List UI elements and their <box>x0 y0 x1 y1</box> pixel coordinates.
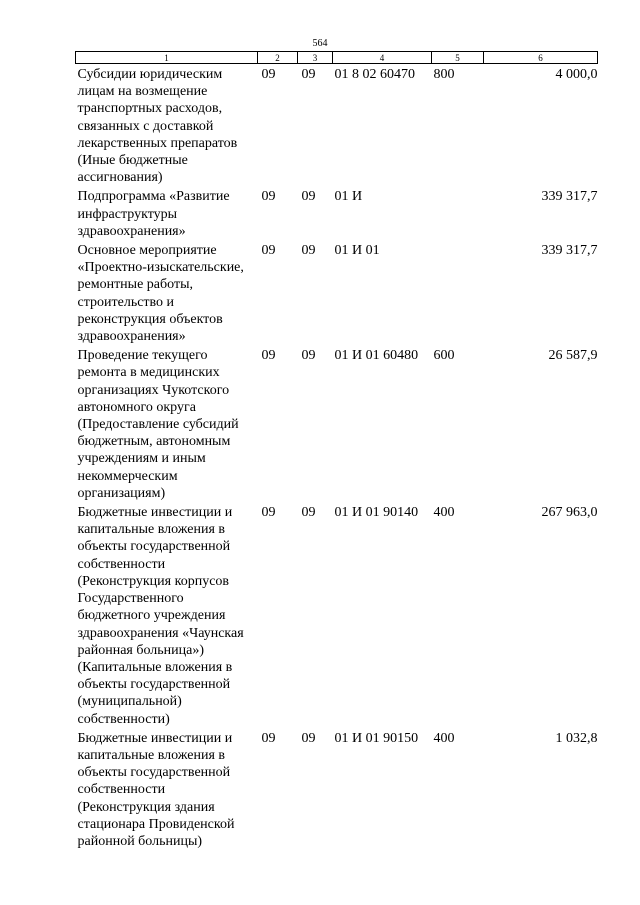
row-subsection: 09 <box>301 505 316 521</box>
row-amount: 1 032,8 <box>555 730 598 746</box>
row-expense-type: 400 <box>433 730 455 746</box>
row-name: Субсидии юридическим лицам на возмещение транспортных расходов, связанных с доставкой лекарственных препаратов (Иные бюджетные ассигнования) <box>77 67 238 186</box>
row-target-code: 01 И 01 60480 <box>334 348 419 364</box>
column-header-5: 5 <box>432 52 484 64</box>
column-header-1: 1 <box>76 52 258 64</box>
row-name: Основное мероприятие «Проектно-изыскательские, ремонтные работы, строительство и реконструкция объектов здравоохранения» <box>77 243 244 345</box>
column-header-4: 4 <box>333 52 432 64</box>
budget-table <box>75 51 598 852</box>
row-subsection: 09 <box>301 243 316 259</box>
row-section: 09 <box>261 67 276 82</box>
table-row <box>76 242 598 347</box>
row-amount: 339 317,7 <box>541 243 598 259</box>
row-section: 09 <box>261 243 276 259</box>
row-subsection: 09 <box>301 189 316 205</box>
row-section: 09 <box>261 348 276 364</box>
row-section: 09 <box>261 505 276 521</box>
row-subsection: 09 <box>301 348 316 364</box>
row-expense-type <box>432 242 484 347</box>
row-amount: 4 000,0 <box>555 67 598 82</box>
row-target-code: 01 8 02 60470 <box>334 67 415 82</box>
row-amount: 267 963,0 <box>541 505 598 521</box>
table-row <box>76 504 598 730</box>
row-target-code: 01 И 01 90140 <box>334 505 419 521</box>
row-target-code: 01 И <box>334 189 363 205</box>
row-target-code: 01 И 01 <box>334 243 380 259</box>
row-expense-type: 400 <box>433 505 455 521</box>
row-subsection: 09 <box>301 730 316 746</box>
row-section: 09 <box>261 189 276 205</box>
row-name: Бюджетные инвестиции и капитальные вложения в объекты государственной собственности (Реконструкция корпусов Государственного бюджетного учреждения здравоохранения «Чаунская районная больница») (Капитальные вложения в объекты государственной (муниципальной) собственности) <box>77 505 244 727</box>
row-expense-type <box>432 188 484 242</box>
row-amount: 339 317,7 <box>541 189 598 205</box>
row-name: Подпрограмма «Развитие инфраструктуры здравоохранения» <box>77 189 230 239</box>
column-header-6: 6 <box>484 52 598 64</box>
table-row <box>76 64 598 189</box>
column-number-header <box>76 52 598 64</box>
table-row <box>76 347 598 504</box>
row-expense-type: 800 <box>433 67 455 82</box>
row-amount: 26 587,9 <box>548 348 598 364</box>
row-subsection: 09 <box>301 67 316 82</box>
table-row <box>76 730 598 852</box>
column-header-3: 3 <box>298 52 333 64</box>
row-target-code: 01 И 01 90150 <box>334 730 419 746</box>
row-name: Бюджетные инвестиции и капитальные вложения в объекты государственной собственности (Реконструкция здания стационара Провиденской районной больницы) <box>77 730 235 849</box>
row-section: 09 <box>261 730 276 746</box>
page-number: 564 <box>312 38 328 49</box>
table-row <box>76 188 598 242</box>
column-header-2: 2 <box>258 52 298 64</box>
row-expense-type: 600 <box>433 348 455 364</box>
row-name: Проведение текущего ремонта в медицинских организациях Чукотского автономного округа (Предоставление субсидий бюджетным, автономным учреждениям и иным некоммерческим организациям) <box>77 348 239 501</box>
